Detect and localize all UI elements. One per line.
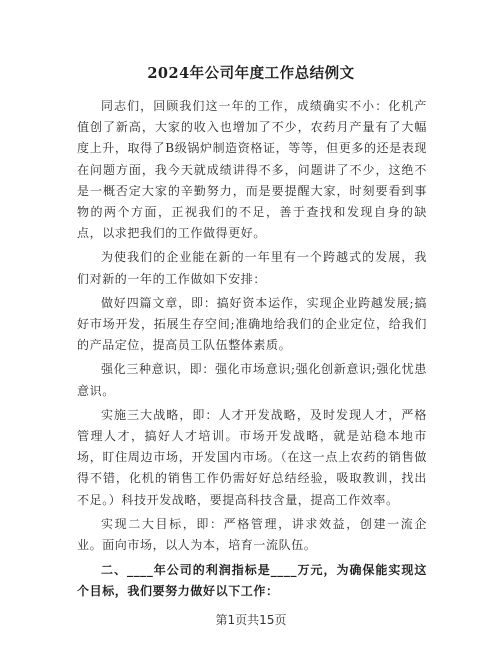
paragraph-intro-plan: 为使我们的企业能在新的一年里有一个跨越式的发展，我们对新的一年的工作做如下安排： [77,250,427,286]
paragraph-three-awareness: 强化三种意识，即：强化市场意识;强化创新意识;强化忧患意识。 [77,362,427,398]
section-heading-profit-target: 二、____年公司的利润指标是____万元，为确保能实现这个目标，我们要努力做好以下工作： [77,563,427,599]
paragraph-four-articles: 做好四篇文章，即：搞好资本运作，实现企业跨越发展;搞好市场开发，拓展生存空间;准确地给我们的企业定位，给我们的产品定位，提高员工队伍整体素质。 [77,295,427,353]
paragraph-three-strategies: 实施三大战略，即：人才开发战略，及时发现人才，严格管理人才，搞好人才培训。市场开发战略，就是站稳本地市场，盯住周边市场，开发国内市场。（在这一点上农药的销售做得不错，化机的销售工作仍需好好总结经验，吸取教训，找出不足。）科技开发战略，要提高科技含量，提高工作效率。 [77,407,427,507]
paragraph-review: 同志们，回顾我们这一年的工作，成绩确实不小：化机产值创了新高，大家的收入也增加了不少，农药月产量有了大幅度上升，取得了B级锅炉制造资格证，等等，但更多的还是表现在问题方面，我今天就成绩讲得不多，问题讲了不少，这绝不是一概否定大家的辛勤努力，而是要提醒大家，时刻要看到事物的两个方面，正视我们的不足，善于查找和发现自身的缺点，以求把我们的工作做得更好。 [77,99,427,241]
page-number-footer: 第1页共15页 [215,613,287,627]
paragraph-two-goals: 实现二大目标，即：严格管理，讲求效益，创建一流企业。面向市场，以人为本，培育一流队伍。 [77,516,427,553]
document-body [77,96,427,606]
document-title: 2024年公司年度工作总结例文 [147,65,355,82]
